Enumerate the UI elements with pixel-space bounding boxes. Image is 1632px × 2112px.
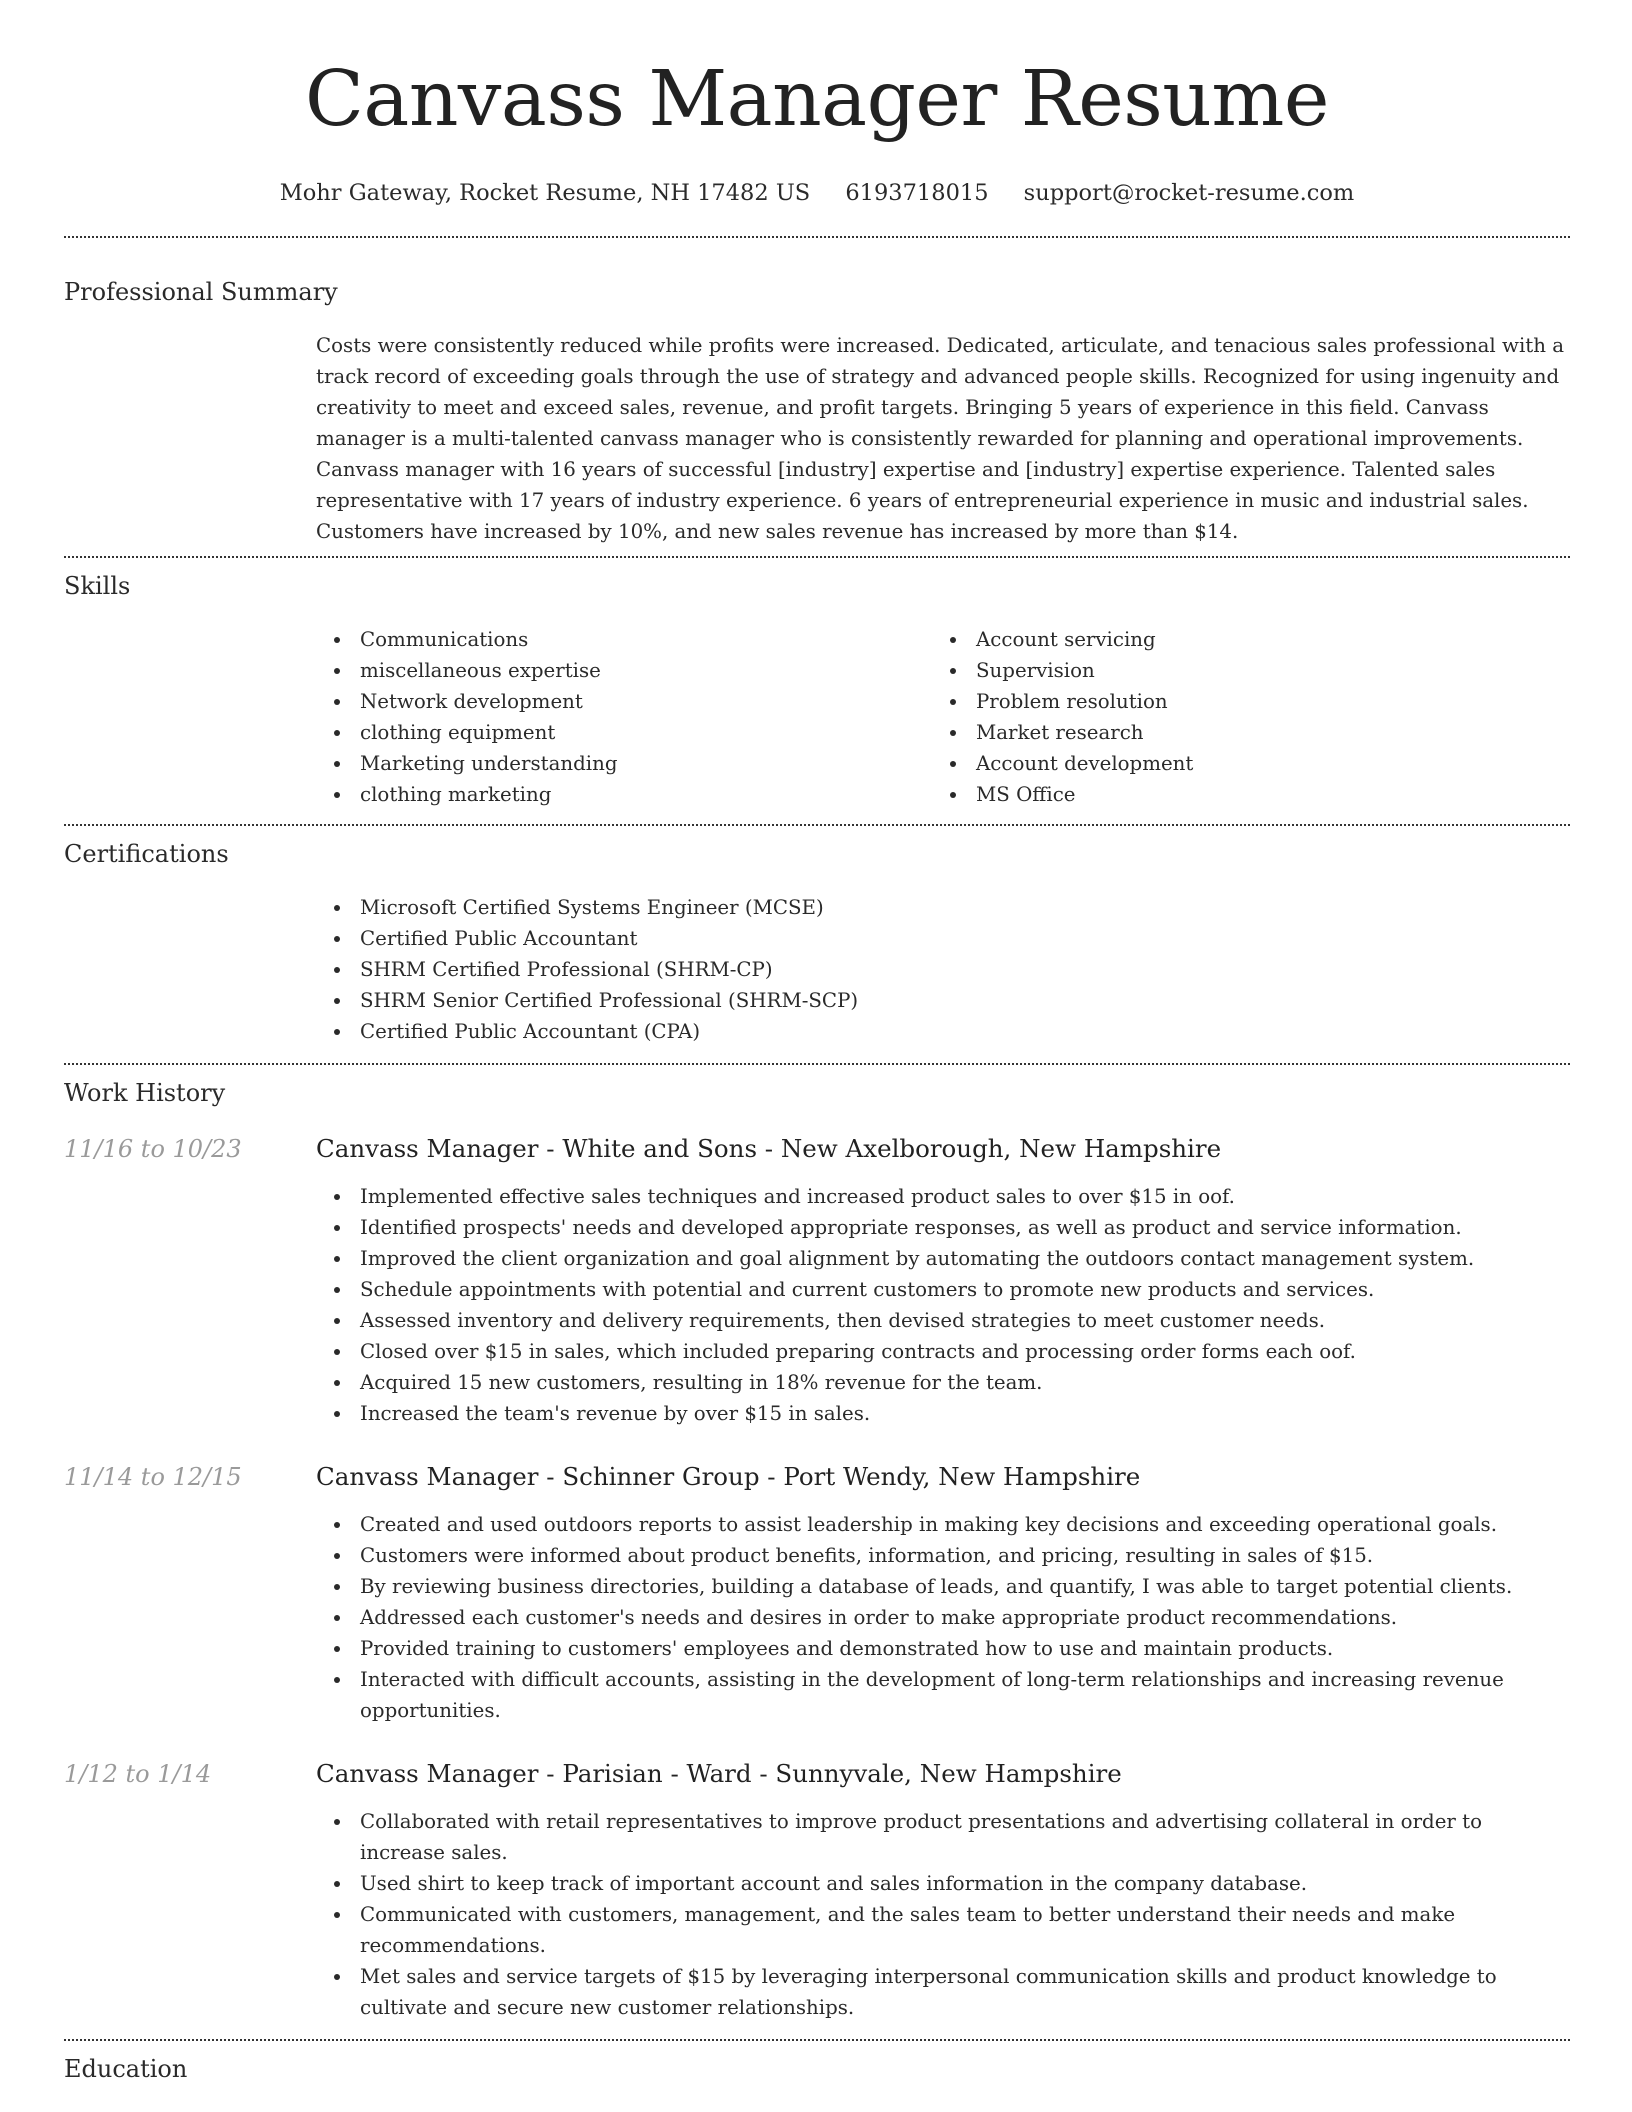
job-bullets [316,1181,1570,1429]
section-heading-certifications: Certifications [64,840,229,868]
job-bullet: Used shirt to keep track of important account and sales information in the company database. [316,1868,1570,1899]
job-bullet: Implemented effective sales techniques and increased product sales to over $15 in oof. [316,1181,1570,1212]
job-bullet: Assessed inventory and delivery requirements, then devised strategies to meet customer needs. [316,1305,1570,1336]
certification-item: Certified Public Accountant [316,923,1570,954]
skill-item: clothing marketing [316,779,932,810]
skill-item: Market research [932,717,1548,748]
skill-item: Marketing understanding [316,748,932,779]
summary-text: Costs were consistently reduced while profits were increased. Dedicated, articulate, and tenacious sales professional with a track record of exceeding goals through the use of strategy and advanced people skills. Recognized for using ingenuity and creativity to meet and exceed sales, revenue, and profit targets. Bringing 5 years of experience in this field. Canvass manager is a multi-talented canvass manager who is consistently rewarded for planning and operational improvements. Canvass manager with 16 years of successful [industry] expertise and [industry] expertise experience. Talented sales representative with 17 years of industry experience. 6 years of entrepreneurial experience in music and industrial sales. Customers have increased by 10%, and new sales revenue has increased by more than $14. [316,334,1565,543]
job-bullet: Created and used outdoors reports to assist leadership in making key decisions and exceeding operational goals. [316,1509,1570,1540]
section-heading-summary: Professional Summary [64,278,338,306]
skill-item: Account development [932,748,1548,779]
job-entry [64,1461,1570,1726]
resume-page [64,0,1570,2085]
skills-list [316,624,1570,810]
skills-column-right [932,624,1548,810]
resume-title: Canvass Manager Resume [305,55,1329,144]
certifications-list [316,892,1570,1047]
job-bullet: Interacted with difficult accounts, assisting in the development of long-term relationships and increasing revenue opportunities. [316,1664,1570,1726]
job-bullet: Collaborated with retail representatives to improve product presentations and advertising collateral in order to increase sales. [316,1806,1570,1868]
job-bullet: Identified prospects' needs and developed appropriate responses, as well as product and service information. [316,1212,1570,1243]
divider [64,236,1570,238]
job-title: Canvass Manager - Schinner Group - Port Wendy, New Hampshire [316,1462,1141,1491]
job-bullet: Schedule appointments with potential and current customers to promote new products and services. [316,1274,1570,1305]
certification-item: Microsoft Certified Systems Engineer (MCSE) [316,892,1570,923]
job-bullet: Closed over $15 in sales, which included preparing contracts and processing order forms each oof. [316,1336,1570,1367]
job-bullet: Increased the team's revenue by over $15 in sales. [316,1398,1570,1429]
job-bullet: Met sales and service targets of $15 by leveraging interpersonal communication skills and product knowledge to cultivate and secure new customer relationships. [316,1961,1570,2023]
certification-item: SHRM Senior Certified Professional (SHRM-SCP) [316,985,1570,1016]
contact-phone: 6193718015 [845,180,989,206]
job-bullets [316,1806,1570,2023]
job-bullet: Customers were informed about product benefits, information, and pricing, resulting in sales of $15. [316,1540,1570,1571]
job-entry [64,1133,1570,1429]
skill-item: Communications [316,624,932,655]
certification-item: Certified Public Accountant (CPA) [316,1016,1570,1047]
job-dates: 11/14 to 12/15 [64,1463,242,1491]
skills-column-left [316,624,932,810]
job-entry [64,1758,1570,2023]
job-title: Canvass Manager - Parisian - Ward - Sunnyvale, New Hampshire [316,1759,1122,1788]
certification-item: SHRM Certified Professional (SHRM-CP) [316,954,1570,985]
skill-item: Supervision [932,655,1548,686]
section-heading-skills: Skills [64,572,131,600]
divider [64,556,1570,558]
section-heading-work-history: Work History [64,1079,226,1107]
job-bullet: Improved the client organization and goal alignment by automating the outdoors contact management system. [316,1243,1570,1274]
job-title: Canvass Manager - White and Sons - New Axelborough, New Hampshire [316,1134,1222,1163]
skill-item: miscellaneous expertise [316,655,932,686]
skill-item: Network development [316,686,932,717]
job-bullets [316,1509,1570,1726]
job-dates: 11/16 to 10/23 [64,1135,242,1163]
divider [64,824,1570,826]
contact-address: Mohr Gateway, Rocket Resume, NH 17482 US [279,180,811,206]
section-heading-education: Education [64,2055,188,2083]
job-bullet: Addressed each customer's needs and desires in order to make appropriate product recommendations. [316,1602,1570,1633]
job-bullet: By reviewing business directories, building a database of leads, and quantify, I was able to target potential clients. [316,1571,1570,1602]
skill-item: Problem resolution [932,686,1548,717]
contact-line [64,178,1570,208]
divider [64,2039,1570,2041]
skill-item: Account servicing [932,624,1548,655]
skill-item: MS Office [932,779,1548,810]
contact-email: support@rocket-resume.com [1023,180,1355,206]
job-bullet: Acquired 15 new customers, resulting in 18% revenue for the team. [316,1367,1570,1398]
divider [64,1063,1570,1065]
job-bullet: Communicated with customers, management, and the sales team to better understand their needs and make recommendations. [316,1899,1570,1961]
job-dates: 1/12 to 1/14 [64,1760,212,1788]
job-bullet: Provided training to customers' employees and demonstrated how to use and maintain products. [316,1633,1570,1664]
skill-item: clothing equipment [316,717,932,748]
